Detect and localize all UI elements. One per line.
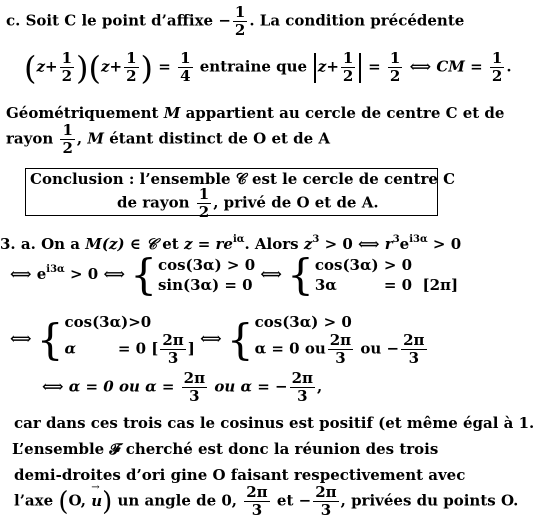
line-rayon: rayon $\frac{1}{2}$ , M étant distinct de O et de A — [6, 121, 331, 157]
line-c-intro: c. Soit C le point d’affixe − $\frac{1}{2}$ . La condition précédente — [6, 3, 465, 39]
line-alpha-solutions: ⟺ α = 0 ou α = $\frac{2\pi}{3}$ ou α = − $\frac{2\pi}{3}$ , — [42, 369, 323, 405]
line-system-1: ⟺ $e^{i3\alpha} > 0$ ⟺ { cos(3α) > 0 sin(3α) = 0 ⟺ { cos(3α) > 0 3α = 0 [2π] — [10, 250, 459, 299]
line-demi-droites: demi-droites d’ori gine O faisant respectivement avec — [14, 466, 466, 484]
fraction: $\frac{1}{2}$ — [234, 3, 246, 39]
item-label-c: c. — [6, 11, 21, 30]
line-cosinus: car dans ces trois cas le cosinus est positif (et même égal à 1. — [14, 414, 534, 432]
line-geometric: Géométriquement M appartient au cercle de centre C et de — [6, 104, 505, 122]
line-system-2: ⟺ { cos(3α)>0 α = 0 [ $\frac{2\pi}{3}$ ] ⟺ { cos(3α) > 0 α = 0 ou $\frac{2\pi}{3}$ ou − $\frac{2\pi}{3}$ — [10, 313, 425, 367]
line-equation-product: (z+ $\frac{1}{2}$ )(z+ $\frac{1}{2}$ ) = $\frac{1}{4}$ entraine que z+ $\frac{1}{2}$ = $\frac{1}{2}$ ⟺ CM = $\frac{1}{2}$ . — [24, 48, 512, 87]
line-3a: 3. a. On a M(z) ∈ 𝒞 et $z = re^{i\alpha}$. Alors $z^3 > 0$ ⟺ $r^3e^{i3\alpha} > 0$ — [0, 234, 462, 253]
line-axe: l’axe (O, → u) un angle de 0, $\frac{2\pi}{3}$ et − $\frac{2\pi}{3}$ , privées du points O. — [14, 484, 518, 519]
conclusion-line-1: Conclusion : l’ensemble 𝒞 est le cercle de centre C — [30, 170, 456, 188]
item-label-3a: 3. a. — [0, 235, 36, 253]
conclusion-line-2: de rayon $\frac{1}{2}$ , privé de O et de A. — [117, 185, 379, 221]
line-ensemble: L’ensemble 𝓕 cherché est donc la réunion des trois — [12, 440, 439, 458]
